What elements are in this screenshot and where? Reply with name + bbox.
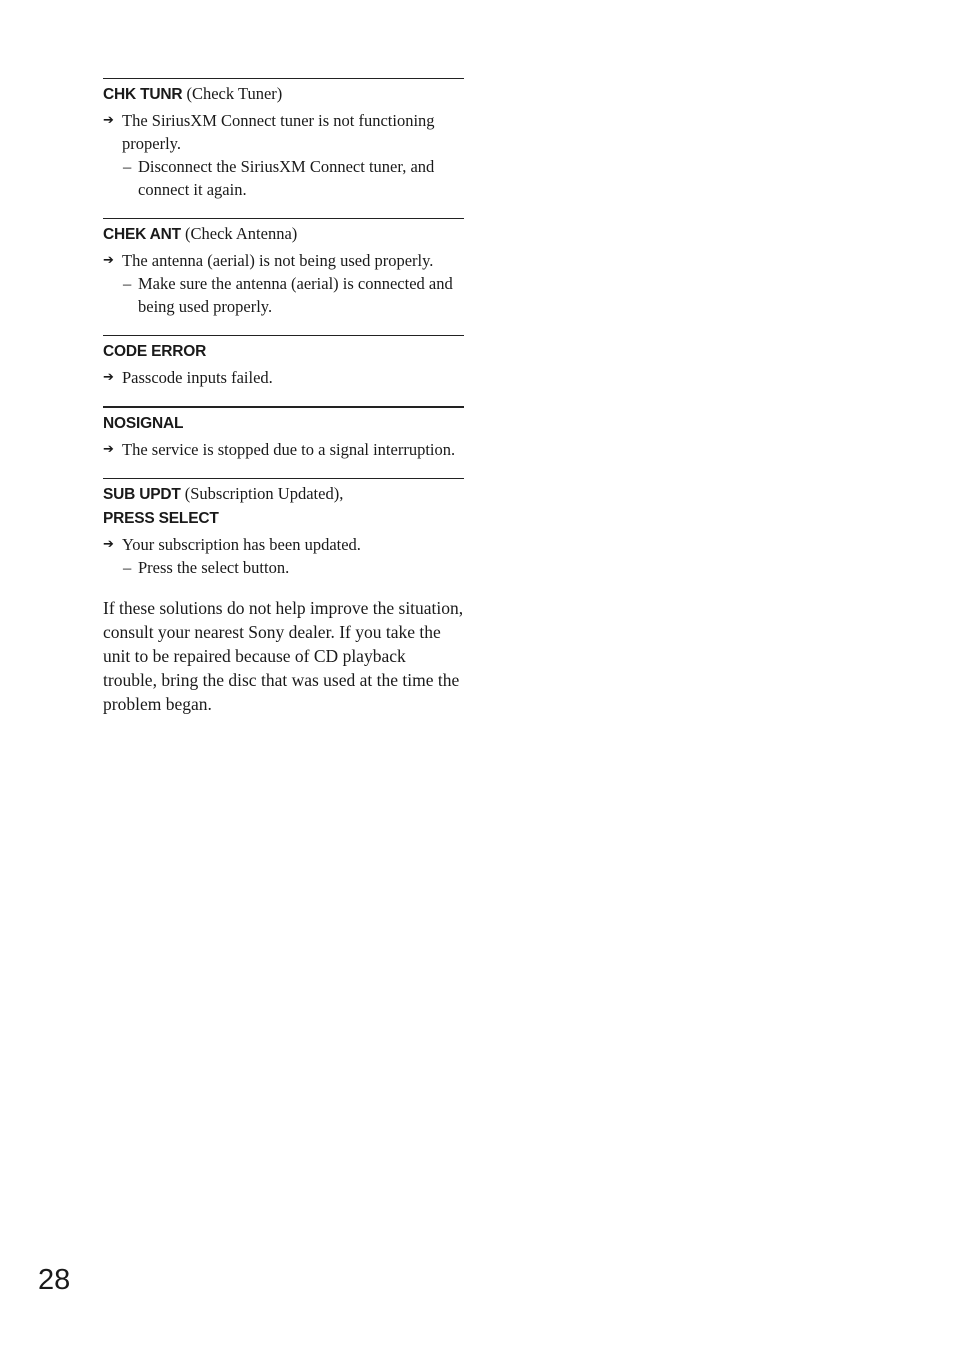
cause-item xyxy=(103,109,464,155)
message-code: SUB UPDT xyxy=(103,486,181,503)
dash-bullet: – xyxy=(123,558,132,577)
message-list xyxy=(103,78,464,734)
entry-heading xyxy=(103,82,464,106)
remedy-item xyxy=(103,556,464,579)
closing-note: If these solutions do not help improve the situation, consult your nearest Sony dealer. If you take the unit to be repaired because of CD playback trouble, bring the disc that was used at the time the problem began. xyxy=(103,598,464,714)
message-code: CODE ERROR xyxy=(103,343,207,360)
message-code-secondary: PRESS SELECT xyxy=(103,510,219,527)
entry-heading xyxy=(103,222,464,246)
message-entry-code-error xyxy=(103,335,464,389)
arrow-right-icon: ➔ xyxy=(103,253,114,268)
message-code: CHK TUNR xyxy=(103,86,183,103)
cause-text: Passcode inputs failed. xyxy=(122,368,273,387)
arrow-right-icon: ➔ xyxy=(103,113,114,128)
message-entry-nosignal xyxy=(103,406,464,461)
remedy-text: Make sure the antenna (aerial) is connected and being used properly. xyxy=(138,274,453,316)
message-entry-chk-tunr xyxy=(103,78,464,201)
remedy-item xyxy=(103,155,464,201)
entry-heading-line-2 xyxy=(103,506,464,530)
message-entry-chek-ant xyxy=(103,218,464,318)
entry-heading xyxy=(103,482,464,506)
arrow-right-icon: ➔ xyxy=(103,442,114,457)
cause-text: The service is stopped due to a signal interruption. xyxy=(122,440,456,459)
remedy-text: Press the select button. xyxy=(138,558,290,577)
message-description: (Check Tuner) xyxy=(182,84,283,103)
message-description: (Subscription Updated), xyxy=(180,484,344,503)
cause-item xyxy=(103,533,464,556)
remedy-text: Disconnect the SiriusXM Connect tuner, and connect it again. xyxy=(138,157,435,199)
arrow-right-icon: ➔ xyxy=(103,370,114,385)
cause-text: The SiriusXM Connect tuner is not functioning properly. xyxy=(122,111,435,153)
cause-text: The antenna (aerial) is not being used properly. xyxy=(122,251,434,270)
cause-item xyxy=(103,366,464,389)
dash-bullet: – xyxy=(123,157,132,176)
page-number: 28 xyxy=(38,1264,71,1296)
cause-item xyxy=(103,249,464,272)
arrow-right-icon: ➔ xyxy=(103,537,114,552)
message-description: (Check Antenna) xyxy=(180,224,298,243)
message-code: CHEK ANT xyxy=(103,226,181,243)
message-entry-sub-updt xyxy=(103,478,464,579)
entry-heading xyxy=(103,411,464,435)
message-code: NOSIGNAL xyxy=(103,415,184,432)
remedy-item xyxy=(103,272,464,318)
dash-bullet: – xyxy=(123,274,132,293)
cause-text: Your subscription has been updated. xyxy=(122,535,361,554)
cause-item xyxy=(103,438,464,461)
entry-heading xyxy=(103,339,464,363)
